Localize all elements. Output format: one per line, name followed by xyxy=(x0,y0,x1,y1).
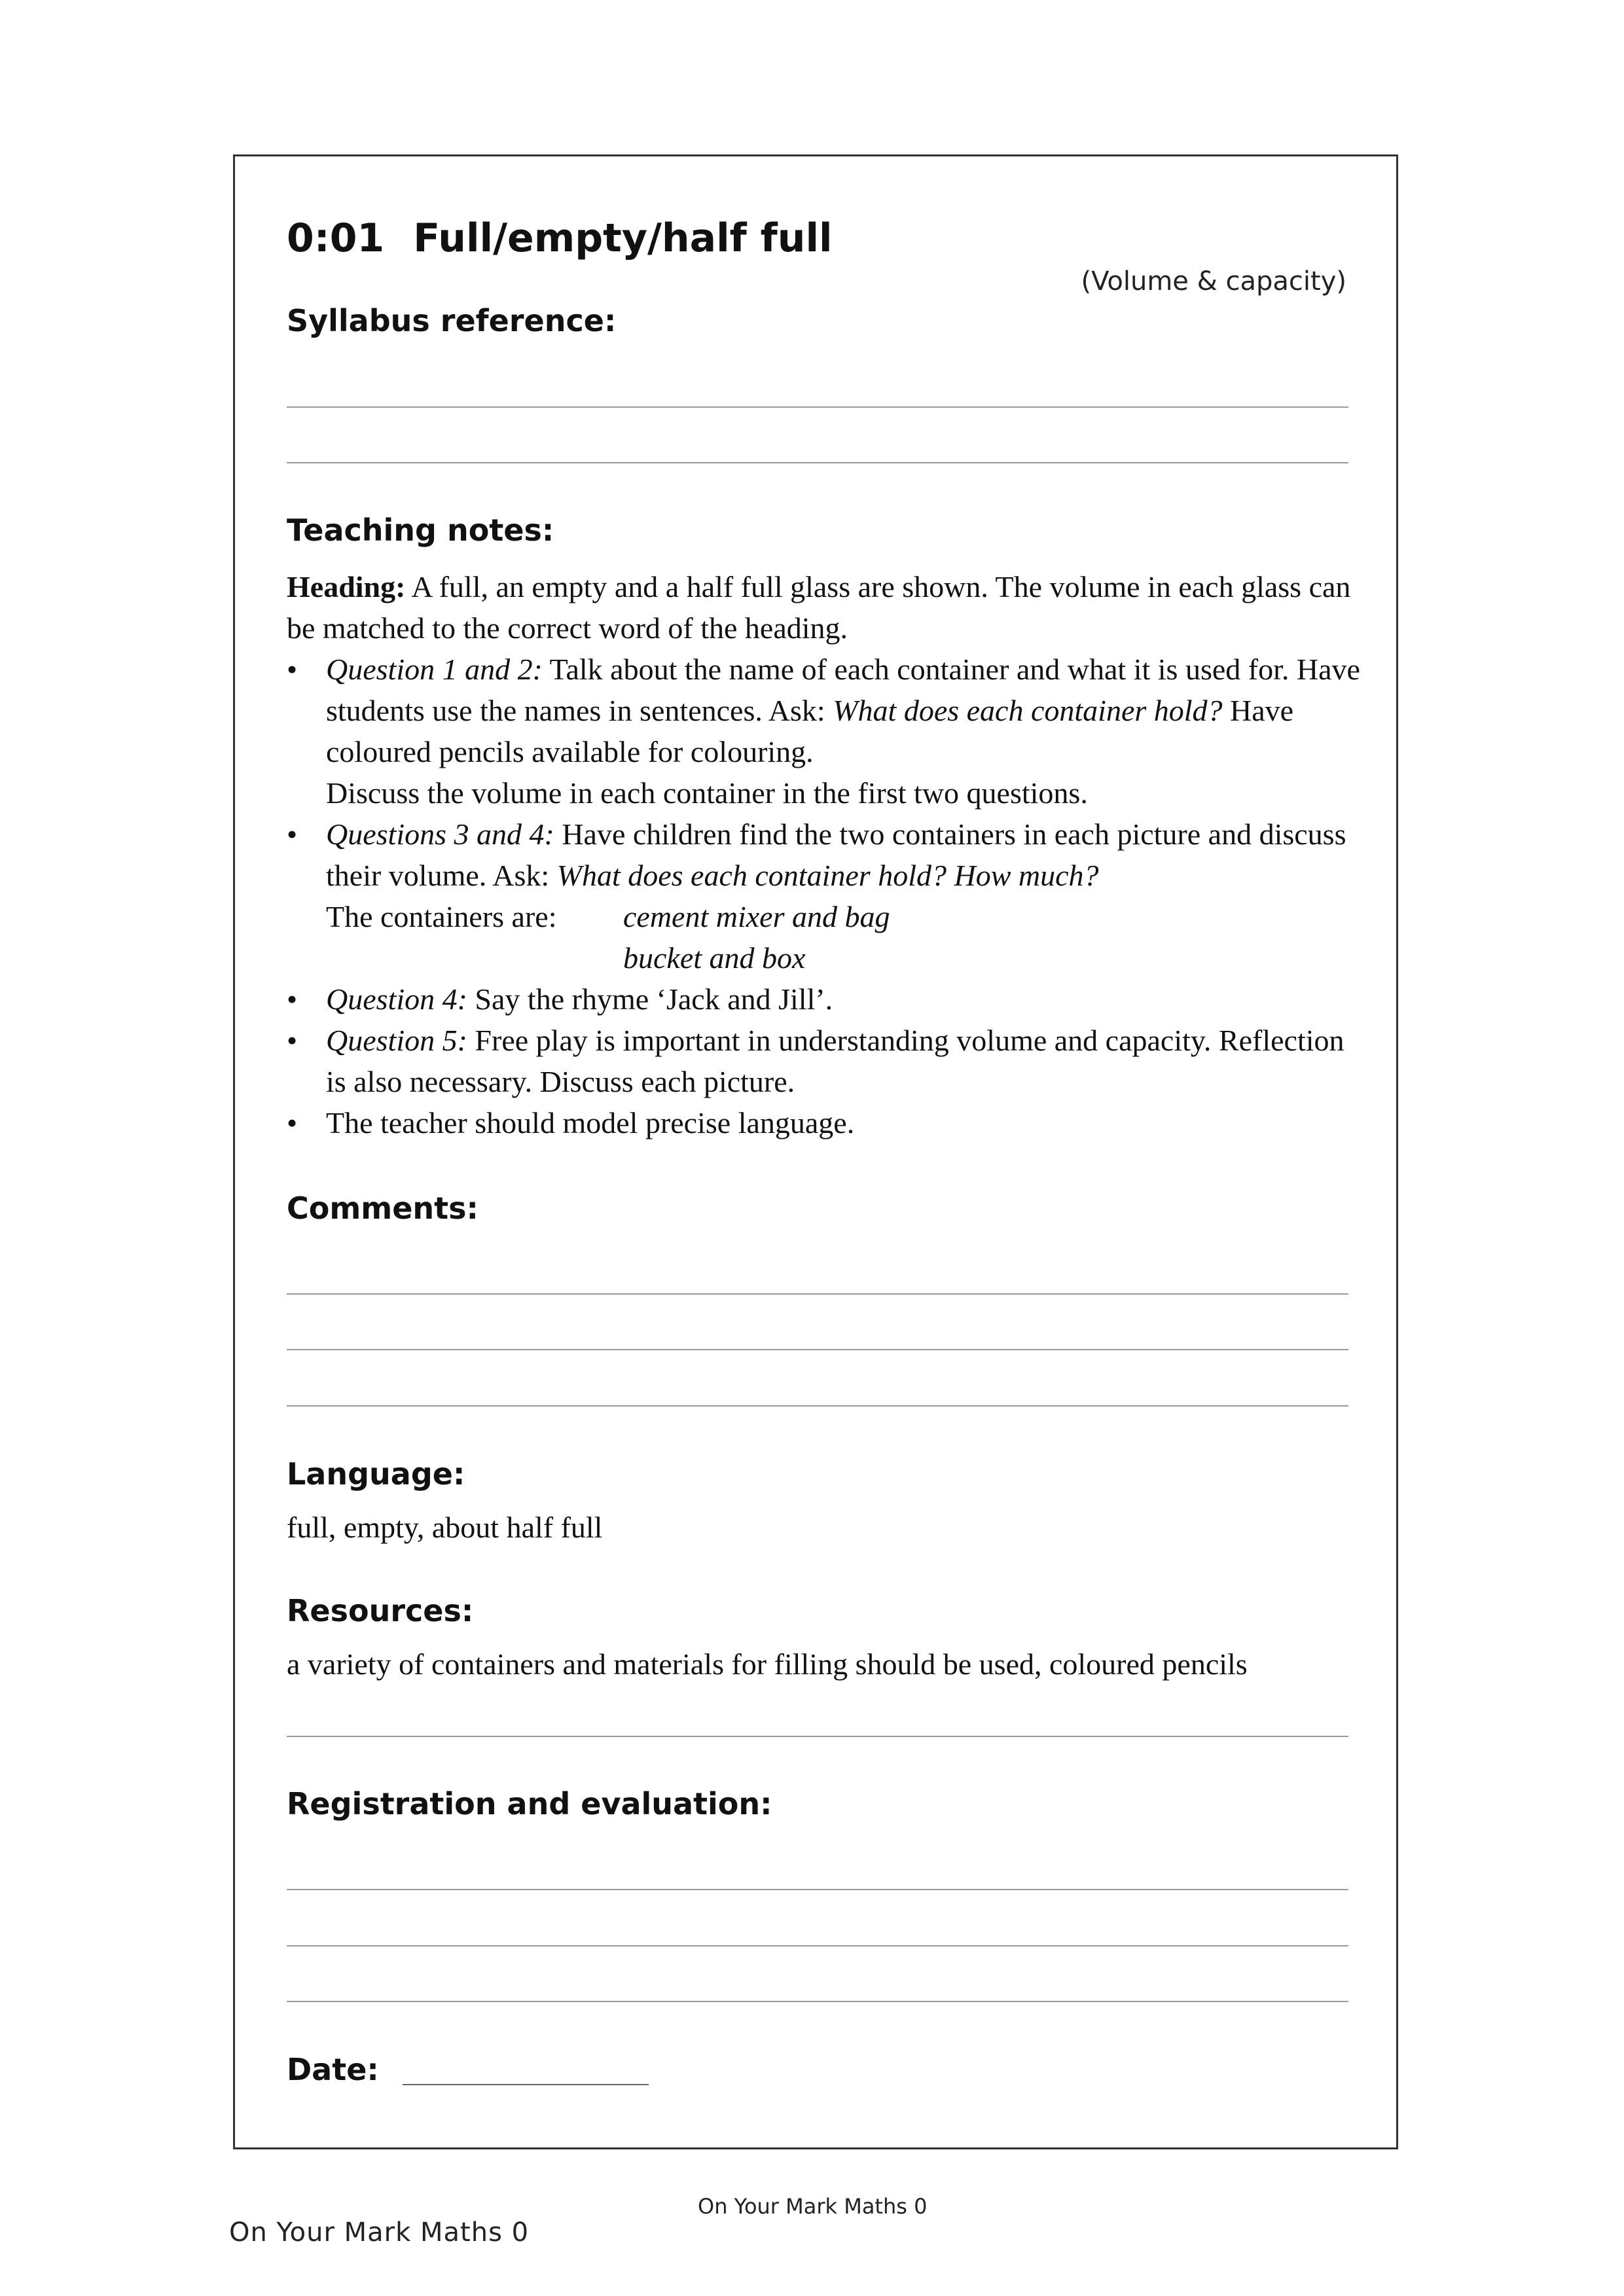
question-4-label: Question 4: xyxy=(326,982,467,1016)
syllabus-line-1 xyxy=(287,406,1348,408)
question-4-text: Say the rhyme ‘Jack and Jill’. xyxy=(467,982,833,1016)
teaching-notes-body xyxy=(287,566,1360,1143)
resources-text: a variety of containers and materials for filling should be used, coloured pencils xyxy=(287,1647,1248,1681)
page-title xyxy=(287,215,833,261)
date-label: Date: xyxy=(287,2052,379,2087)
comments-label: Comments: xyxy=(287,1191,478,1226)
container-item: bucket and box xyxy=(623,941,806,975)
comments-line-3 xyxy=(287,1405,1348,1407)
question-1-2-label: Question 1 and 2: xyxy=(326,653,543,686)
registration-line-1 xyxy=(287,1889,1348,1890)
teaching-notes-list xyxy=(287,649,1360,1143)
question-3-4-ask: What does each container hold? How much? xyxy=(556,859,1099,892)
question-1-2-text-c: Discuss the volume in each container in the first two questions. xyxy=(326,776,1088,810)
date-line xyxy=(403,2084,649,2085)
containers-list xyxy=(326,896,1360,978)
heading-label: Heading: xyxy=(287,570,406,603)
teaching-notes-label: Teaching notes: xyxy=(287,512,554,548)
language-label: Language: xyxy=(287,1456,465,1492)
worksheet-frame xyxy=(233,154,1398,2149)
container-item: cement mixer and bag xyxy=(623,900,890,933)
question-5-label: Question 5: xyxy=(326,1024,467,1057)
syllabus-line-2 xyxy=(287,462,1348,463)
resources-label: Resources: xyxy=(287,1593,474,1628)
registration-line-3 xyxy=(287,2001,1348,2002)
question-3-4-label: Questions 3 and 4: xyxy=(326,817,554,851)
worksheet-number: 0:01 xyxy=(287,215,385,261)
syllabus-reference-label: Syllabus reference: xyxy=(287,303,617,338)
footer-left-text: On Your Mark Maths 0 xyxy=(229,2217,530,2248)
containers-label: The containers are: xyxy=(326,900,557,933)
list-item xyxy=(287,978,1360,1020)
question-1-2-text: Talk about the name of each container and what it is used for. Have students use the names in sentences. Ask: xyxy=(326,653,1360,727)
list-item xyxy=(287,1102,1360,1143)
heading-paragraph xyxy=(287,566,1360,649)
list-item xyxy=(287,649,1360,814)
comments-line-1 xyxy=(287,1293,1348,1295)
question-5-text: Free play is important in understanding volume and capacity. Reflection is also necessary. Discuss each picture. xyxy=(326,1024,1344,1098)
question-3-4-text: Have children find the two containers in each picture and discuss their volume. Ask: xyxy=(326,817,1346,892)
resources-line xyxy=(287,1736,1348,1737)
registration-evaluation-label: Registration and evaluation: xyxy=(287,1786,772,1821)
last-note-text: The teacher should model precise language. xyxy=(326,1106,855,1139)
registration-line-2 xyxy=(287,1945,1348,1946)
question-1-2-text-b: Have coloured pencils available for colouring. xyxy=(326,694,1294,768)
topic-label: (Volume & capacity) xyxy=(1081,266,1346,296)
list-item xyxy=(287,814,1360,978)
containers-items xyxy=(623,896,890,978)
language-text: full, empty, about half full xyxy=(287,1511,603,1544)
comments-line-2 xyxy=(287,1349,1348,1350)
heading-text: A full, an empty and a half full glass are shown. The volume in each glass can be matched to the correct word of the heading. xyxy=(287,570,1351,645)
list-item xyxy=(287,1020,1360,1102)
worksheet-title: Full/empty/half full xyxy=(413,215,833,261)
footer-center-text: On Your Mark Maths 0 xyxy=(698,2194,928,2219)
question-1-2-ask: What does each container hold? xyxy=(833,694,1223,727)
